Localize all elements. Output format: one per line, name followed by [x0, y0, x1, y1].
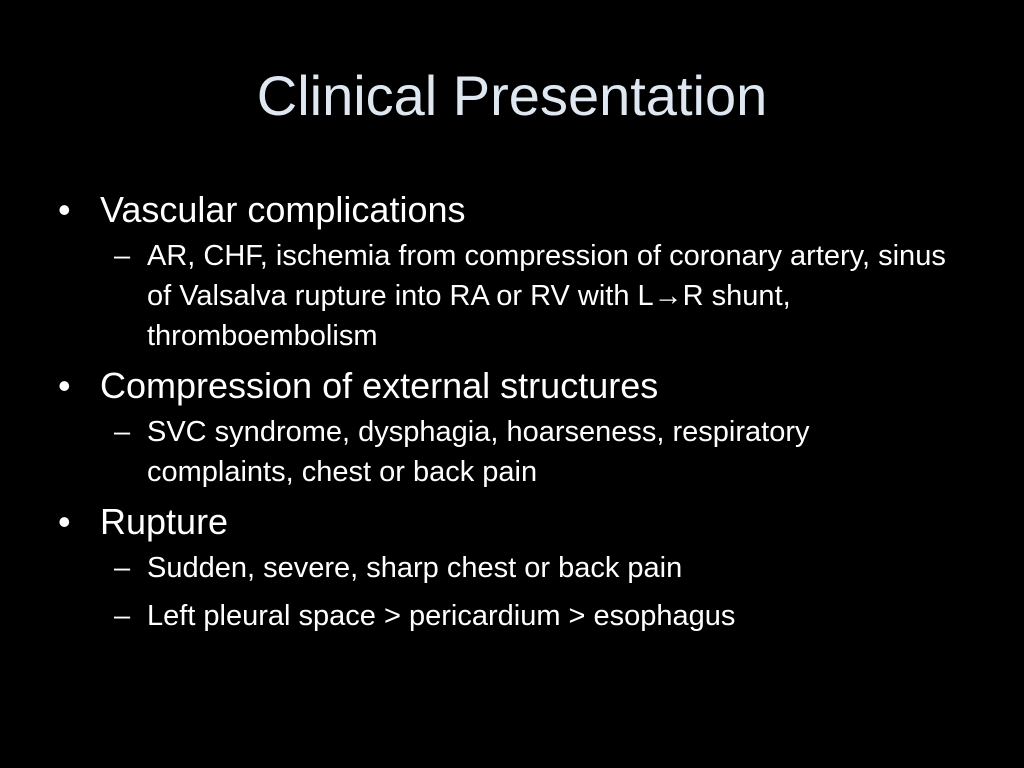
slide-title: Clinical Presentation [256, 64, 768, 127]
sub-bullet-item [58, 236, 958, 356]
sub-bullet-marker: – [114, 600, 131, 632]
bullet-text: Rupture [100, 501, 229, 542]
bullet-marker: • [58, 189, 71, 230]
bullet-item [58, 188, 958, 232]
sub-bullet-item [58, 412, 958, 492]
bullet-marker: • [58, 501, 71, 542]
sub-bullet-text: AR, CHF, ischemia from compression of coronary artery, sinus of Valsalva rupture into RA or RV with L→R shunt, thromboembolism [147, 240, 946, 352]
sub-bullet-marker: – [114, 416, 131, 448]
bullet-text: Vascular complications [100, 189, 466, 230]
slide-body [58, 188, 958, 644]
sub-bullet-item [58, 596, 958, 636]
bullet-marker: • [58, 365, 71, 406]
bullet-item [58, 500, 958, 544]
bullet-item [58, 364, 958, 408]
sub-bullet-marker: – [114, 240, 131, 272]
sub-bullet-text: SVC syndrome, dysphagia, hoarseness, respiratory complaints, chest or back pain [147, 416, 810, 488]
sub-bullet-item [58, 548, 958, 588]
bullet-text: Compression of external structures [100, 365, 659, 406]
sub-bullet-marker: – [114, 552, 131, 584]
sub-bullet-text: Left pleural space > pericardium > esophagus [147, 600, 736, 632]
sub-bullet-text: Sudden, severe, sharp chest or back pain [147, 552, 683, 584]
